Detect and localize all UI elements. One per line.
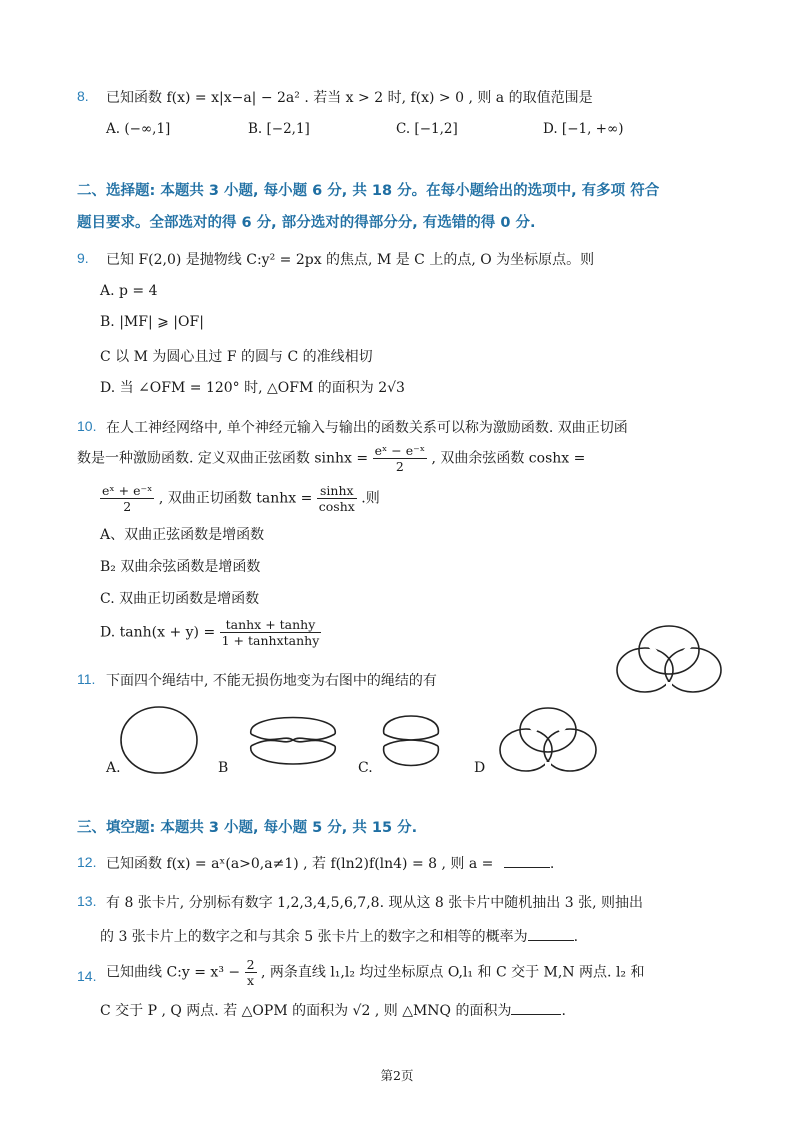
question-10-number: 10. [77, 418, 97, 434]
question-14-answer-blank[interactable] [511, 1000, 561, 1015]
question-13-answer-blank[interactable] [528, 926, 574, 941]
cosh-denominator: 2 [123, 499, 132, 514]
question-12-line [106, 853, 554, 873]
section-3-header: 三、填空题: 本题共 3 小题, 每小题 5 分, 共 15 分. [77, 820, 418, 836]
question-10-line-2-text-a: 数是一种激励函数. 定义双曲正弦函数 sinhx = [77, 450, 369, 467]
question-10-line-3-text-b: .则 [361, 490, 380, 507]
question-9-stem: 已知 F(2,0) 是抛物线 C:y² = 2px 的焦点, M 是 C 上的点, O 为坐标原点。则 [106, 252, 595, 268]
question-10-option-d-text: D. tanh(x + y) = [100, 624, 216, 641]
question-10-line-2-text-b: , 双曲余弦函数 coshx = [431, 450, 586, 467]
question-8-number: 8. [77, 88, 89, 104]
knot-option-a-circle [118, 704, 200, 776]
question-10-option-c: C. 双曲正切函数是增函数 [100, 591, 260, 607]
knot-option-b-label: B [218, 760, 229, 776]
knot-option-d-label: D [474, 760, 486, 776]
knot-option-a-label: A. [106, 760, 121, 776]
cosh-fraction [100, 483, 154, 514]
question-11-number: 11. [77, 671, 96, 687]
tanh-sum-fraction [220, 617, 322, 648]
question-10-line-1: 在人工神经网络中, 单个神经元输入与输出的函数关系可以称为激励函数. 双曲正切函 [106, 420, 628, 436]
question-10-line-3-text-a: , 双曲正切函数 tanhx = [158, 490, 313, 507]
question-11-stem: 下面四个绳结中, 不能无损伤地变为右图中的绳结的有 [106, 673, 437, 689]
question-10-option-d [100, 617, 321, 648]
knot-option-c-twisted-loop [378, 704, 444, 776]
question-14-fraction-denominator: x [247, 973, 255, 988]
question-9-option-d: D. 当 ∠OFM = 120° 时, △OFM 的面积为 2√3 [100, 380, 405, 396]
tanh-sum-denominator: 1 + tanhxtanhy [221, 633, 320, 648]
question-14-line-2-text: C 交于 P , Q 两点. 若 △OPM 的面积为 √2 , 则 △MNQ 的面积为 [100, 1003, 512, 1019]
tanh-numerator: sinhx [317, 483, 357, 499]
tanh-denominator: coshx [318, 499, 355, 514]
question-14-fraction [245, 957, 257, 988]
question-13-line-2-text: 的 3 张卡片上的数字之和与其余 5 张卡片上的数字之和相等的概率为 [100, 929, 528, 945]
question-14-end: . [561, 1003, 566, 1019]
question-14-number: 14. [77, 968, 97, 984]
question-8-stem: 已知函数 f(x) = x|x−a| − 2a² . 若当 x > 2 时, f(x) > 0 , 则 a 的取值范围是 [106, 90, 593, 106]
question-9-option-a: A. p = 4 [100, 283, 158, 299]
sinh-fraction [373, 443, 427, 474]
question-12-number: 12. [77, 854, 97, 870]
question-10-option-a: A、双曲正弦函数是增函数 [100, 527, 265, 543]
question-12-end: . [549, 856, 555, 872]
question-13-end: . [573, 929, 579, 945]
question-14-line-1 [106, 957, 644, 988]
question-13-line-2 [100, 926, 578, 946]
question-10-option-b: B₂ 双曲余弦函数是增函数 [100, 559, 261, 575]
question-12-stem: 已知函数 f(x) = aˣ(a>0,a≠1) , 若 f(ln2)f(ln4) = 8 , 则 a = [106, 856, 494, 872]
reference-trefoil-knot-figure [610, 622, 728, 698]
knot-option-c-label: C. [358, 760, 373, 776]
question-13-line-1: 有 8 张卡片, 分别标有数字 1,2,3,4,5,6,7,8. 现从这 8 张卡片中随机抽出 3 张, 则抽出 [106, 895, 643, 911]
knot-option-b-twisted-band [243, 704, 343, 776]
sinh-numerator: eˣ − e⁻ˣ [374, 443, 425, 458]
question-9-option-b: B. |MF| ⩾ |OF| [100, 314, 204, 330]
question-9-number: 9. [77, 250, 89, 266]
question-13-number: 13. [77, 893, 97, 909]
page-number-footer: 第2页 [380, 1068, 414, 1083]
question-10-line-3 [100, 483, 380, 514]
question-9-option-c: C 以 M 为圆心且过 F 的圆与 C 的准线相切 [100, 349, 373, 365]
tanh-fraction [317, 483, 357, 514]
question-8-option-d: D. [−1, +∞) [543, 121, 624, 137]
question-12-answer-blank[interactable] [504, 853, 550, 868]
question-8-option-c: C. [−1,2] [396, 121, 458, 137]
sinh-denominator: 2 [395, 459, 404, 474]
question-8-option-b: B. [−2,1] [248, 121, 310, 137]
question-14-line-1-text-a: 已知曲线 C:y = x³ − [106, 964, 241, 981]
section-2-header-line-2: 题目要求。全部选对的得 6 分, 部分选对的得部分分, 有选错的得 0 分. [77, 215, 536, 231]
question-8-option-a: A. (−∞,1] [106, 121, 171, 137]
question-14-line-2 [100, 1000, 566, 1020]
question-14-fraction-numerator: 2 [246, 957, 255, 972]
tanh-sum-numerator: tanhx + tanhy [220, 617, 322, 633]
knot-option-d-trefoil [494, 704, 602, 776]
question-10-line-2 [77, 443, 585, 474]
question-14-line-1-text-b: , 两条直线 l₁,l₂ 均过坐标原点 O,l₁ 和 C 交于 M,N 两点. l₂ 和 [260, 964, 645, 981]
cosh-numerator: eˣ + e⁻ˣ [102, 483, 153, 498]
section-2-header-line-1: 二、选择题: 本题共 3 小题, 每小题 6 分, 共 18 分。在每小题给出的选项中, 有多项 符合 [77, 183, 660, 199]
